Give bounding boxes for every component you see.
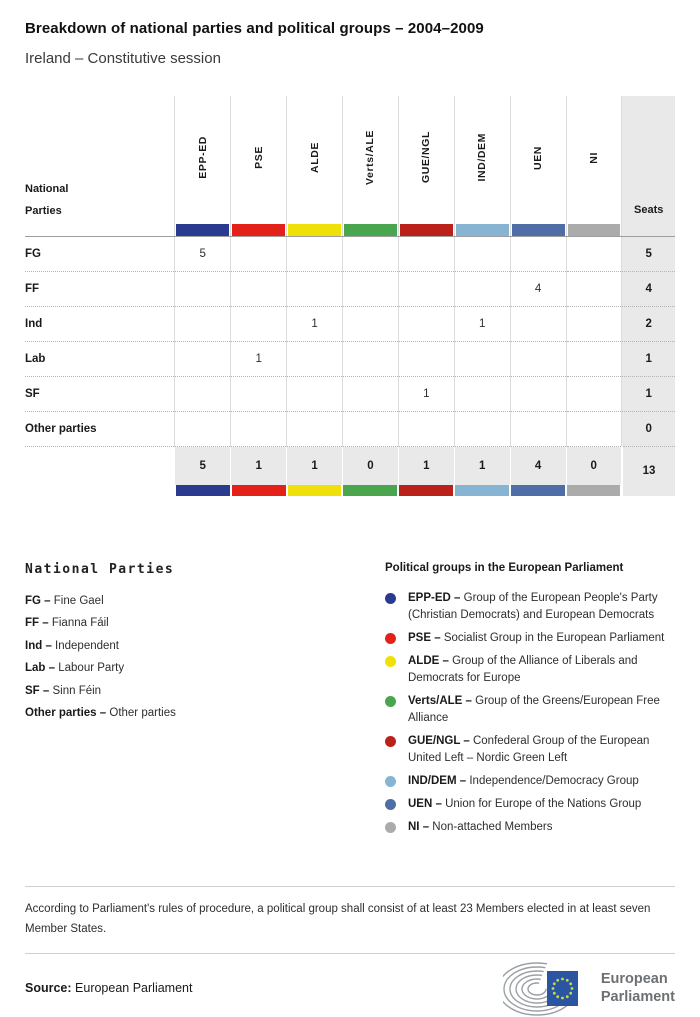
table-row-other-parties (25, 412, 675, 447)
column-header-ni (566, 96, 622, 224)
legend-item-fg (25, 595, 355, 607)
legend-color-dot (385, 736, 396, 747)
color-swatch (176, 485, 230, 496)
value-cell (342, 237, 398, 272)
total-seats-cell: 13 (622, 447, 675, 496)
value-cell (342, 307, 398, 342)
value-cell (342, 342, 398, 377)
group-name: Non-attached Members (432, 820, 553, 833)
value-cell (566, 377, 622, 412)
source-value: European Parliament (75, 980, 193, 995)
political-groups-legend-heading: Political groups in the European Parliament (385, 561, 624, 574)
value-cell (398, 272, 454, 307)
value-cell (510, 342, 566, 377)
party-name: Other parties (109, 707, 176, 719)
legend-color-dot (385, 799, 396, 810)
value-cell (231, 237, 287, 272)
column-header-label: PSE (252, 146, 265, 169)
total-cell: 1 (231, 447, 287, 485)
column-header-label: EPP-ED (196, 136, 209, 179)
table-row-ind (25, 307, 675, 342)
column-header-verts-ale (342, 96, 398, 224)
legend-text (408, 796, 641, 813)
seats-cell: 2 (622, 307, 675, 342)
legend-color-dot (385, 633, 396, 644)
color-swatch (456, 224, 509, 236)
value-cell (231, 272, 287, 307)
value-cell (231, 377, 287, 412)
color-swatch (288, 224, 341, 236)
group-name: Group of the Alliance of Liberals and Democrats for Europe (408, 654, 638, 684)
party-abbr: FF – (25, 617, 49, 629)
table-row-fg (25, 237, 675, 272)
legend-text (408, 653, 677, 687)
value-cell (566, 412, 622, 447)
value-cell (454, 272, 510, 307)
political-groups-legend (385, 562, 677, 842)
value-cell (566, 272, 622, 307)
bar-row-spacer (25, 224, 175, 237)
table-row-ff (25, 272, 675, 307)
logo-wordmark (601, 970, 675, 1006)
color-swatch (567, 485, 620, 496)
row-header-label: National Parties (25, 183, 69, 217)
legend-item-uen (385, 796, 677, 813)
legend-item-other (25, 707, 355, 719)
column-header-uen (510, 96, 566, 224)
color-swatch (400, 224, 453, 236)
party-name: Independent (55, 639, 119, 652)
legend-text (408, 693, 677, 727)
divider (25, 953, 675, 954)
column-header-label: GUE/NGL (420, 131, 433, 184)
totals-row-spacer (25, 447, 175, 485)
value-cell: 1 (398, 377, 454, 412)
value-cell (342, 412, 398, 447)
legend-text (408, 819, 552, 836)
legend-color-dot (385, 776, 396, 787)
color-swatch (455, 485, 509, 496)
legend-item-ind (25, 640, 355, 652)
table-totals-row (25, 447, 675, 485)
group-color-bar (342, 485, 398, 496)
legend-color-dot (385, 593, 396, 604)
group-name: Socialist Group in the European Parliament (443, 631, 665, 644)
legend-text (408, 630, 664, 647)
value-cell (175, 377, 231, 412)
value-cell (287, 412, 343, 447)
group-abbr: EPP-ED – (408, 591, 461, 604)
value-cell: 1 (287, 307, 343, 342)
group-color-bar (231, 485, 287, 496)
group-color-bar (510, 485, 566, 496)
bottom-bar-spacer (25, 485, 175, 496)
total-cell: 4 (510, 447, 566, 485)
group-name: Confederal Group of the European United Left – Nordic Green Left (408, 734, 650, 764)
color-swatch (176, 224, 229, 236)
legend-item-sf (25, 685, 355, 697)
group-name: Union for Europe of the Nations Group (445, 797, 642, 810)
group-color-bar (398, 485, 454, 496)
legend-text (408, 590, 677, 624)
column-header-label: Verts/ALE (364, 129, 377, 185)
value-cell (566, 237, 622, 272)
legend-item-verts-ale (385, 693, 677, 727)
logo-line2: Parliament (600, 988, 675, 1005)
value-cell: 1 (454, 307, 510, 342)
group-color-bar (175, 224, 231, 237)
value-cell (510, 377, 566, 412)
footnote: According to Parliament's rules of procedure, a political group shall consist of at least 23 Members elected in at least seven Member States. (25, 902, 651, 935)
party-name: Fine Gael (53, 594, 104, 607)
source-row (25, 960, 675, 1016)
group-color-bar (231, 224, 287, 237)
legend-item-epp-ed (385, 590, 677, 624)
party-label: Ind (25, 307, 175, 342)
value-cell: 5 (175, 237, 231, 272)
legend-text (408, 733, 677, 767)
value-cell (231, 307, 287, 342)
value-cell (175, 307, 231, 342)
legend-color-dot (385, 822, 396, 833)
value-cell (231, 412, 287, 447)
group-color-bar (287, 485, 343, 496)
group-abbr: GUE/NGL – (408, 734, 470, 747)
row-header-cell (25, 96, 175, 224)
national-parties-legend (25, 562, 355, 842)
value-cell (342, 272, 398, 307)
group-color-bar (287, 224, 343, 237)
column-header-label: ALDE (308, 142, 321, 173)
total-cell: 0 (342, 447, 398, 485)
column-header-gue-ngl (398, 96, 454, 224)
value-cell (566, 342, 622, 377)
party-label: FF (25, 272, 175, 307)
value-cell: 1 (231, 342, 287, 377)
group-color-bar (454, 485, 510, 496)
value-cell (175, 272, 231, 307)
value-cell (510, 237, 566, 272)
value-cell (287, 272, 343, 307)
divider (25, 886, 675, 887)
group-color-bar (342, 224, 398, 237)
color-swatch (232, 485, 286, 496)
legend-color-dot (385, 656, 396, 667)
value-cell: 4 (510, 272, 566, 307)
source-line (25, 981, 192, 995)
group-color-bar (398, 224, 454, 237)
column-header-ind-dem (454, 96, 510, 224)
party-label: Other parties (25, 412, 175, 447)
column-header-epp-ed (175, 96, 231, 224)
seats-cell: 1 (622, 342, 675, 377)
legend-item-ni (385, 819, 677, 836)
group-color-bar (510, 224, 566, 237)
value-cell (287, 342, 343, 377)
bottom-color-bar-row (25, 485, 675, 496)
party-label: FG (25, 237, 175, 272)
group-abbr: Verts/ALE – (408, 694, 472, 707)
seats-cell: 4 (622, 272, 675, 307)
party-name: Fianna Fáil (51, 617, 109, 629)
value-cell (398, 342, 454, 377)
value-cell (566, 307, 622, 342)
legend-item-lab (25, 662, 355, 674)
value-cell (287, 237, 343, 272)
value-cell (454, 342, 510, 377)
group-name: Independence/Democracy Group (469, 774, 639, 787)
value-cell (398, 307, 454, 342)
value-cell (510, 412, 566, 447)
column-header-label: UEN (532, 145, 545, 170)
group-color-bar (566, 224, 622, 237)
party-abbr: Other parties – (25, 707, 107, 719)
value-cell (398, 237, 454, 272)
legend-text (408, 773, 639, 790)
party-abbr: FG – (25, 594, 51, 607)
party-abbr: Ind – (25, 639, 52, 652)
group-abbr: ALDE – (408, 654, 449, 667)
legend-item-gue-ngl (385, 733, 677, 767)
group-abbr: PSE – (408, 631, 441, 644)
color-swatch (512, 224, 565, 236)
seats-cell: 0 (622, 412, 675, 447)
legend-item-ind-dem (385, 773, 677, 790)
value-cell (454, 412, 510, 447)
party-abbr: Lab – (25, 662, 56, 674)
seats-table (25, 96, 675, 496)
national-parties-legend-heading: National Parties (25, 561, 175, 577)
total-cell: 1 (287, 447, 343, 485)
group-name: Group of the Greens/European Free Alliance (408, 694, 660, 724)
value-cell (175, 412, 231, 447)
color-swatch (511, 485, 565, 496)
legend-item-ff (25, 617, 355, 629)
color-swatch (399, 485, 453, 496)
group-color-bar (454, 224, 510, 237)
group-abbr: UEN – (408, 797, 442, 810)
party-abbr: SF – (25, 684, 50, 697)
legend-section (25, 562, 675, 842)
column-header-alde (287, 96, 343, 224)
value-cell (454, 377, 510, 412)
color-swatch (232, 224, 285, 236)
value-cell (398, 412, 454, 447)
bar-row-seats-spacer (622, 224, 675, 237)
party-label: Lab (25, 342, 175, 377)
total-cell: 1 (454, 447, 510, 485)
party-name: Labour Party (58, 662, 125, 674)
logo-line1: European (600, 970, 668, 987)
column-header-pse (231, 96, 287, 224)
group-abbr: NI – (408, 820, 430, 833)
value-cell (175, 342, 231, 377)
party-name: Sinn Féin (52, 684, 102, 697)
group-name: Group of the European People's Party (Christian Democrats) and European Democrats (408, 591, 658, 621)
legend-item-pse (385, 630, 677, 647)
group-color-bar (566, 485, 622, 496)
page-title: Breakdown of national parties and political groups – 2004–2009 (25, 20, 484, 37)
seats-cell: 1 (622, 377, 675, 412)
color-swatch (568, 224, 621, 236)
total-cell: 1 (398, 447, 454, 485)
source-label: Source: (25, 980, 72, 995)
total-cell: 5 (175, 447, 231, 485)
column-header-label: NI (587, 152, 600, 164)
party-label: SF (25, 377, 175, 412)
legend-item-alde (385, 653, 677, 687)
color-swatch (344, 224, 397, 236)
table-row-lab (25, 342, 675, 377)
value-cell (510, 307, 566, 342)
color-swatch (343, 485, 397, 496)
seats-cell: 5 (622, 237, 675, 272)
page-subtitle: Ireland – Constitutive session (25, 50, 221, 67)
total-cell: 0 (566, 447, 622, 485)
value-cell (287, 377, 343, 412)
color-swatch (288, 485, 342, 496)
european-parliament-logo (503, 960, 675, 1016)
legend-color-dot (385, 696, 396, 707)
value-cell (342, 377, 398, 412)
ep-hemicycle-icon (503, 960, 593, 1016)
group-abbr: IND/DEM – (408, 774, 467, 787)
table-header-row (25, 96, 675, 224)
group-color-bar (175, 485, 231, 496)
column-header-seats: Seats (622, 96, 675, 224)
value-cell (454, 237, 510, 272)
column-header-label: IND/DEM (476, 133, 489, 182)
group-color-bar-row (25, 224, 675, 237)
table-row-sf (25, 377, 675, 412)
